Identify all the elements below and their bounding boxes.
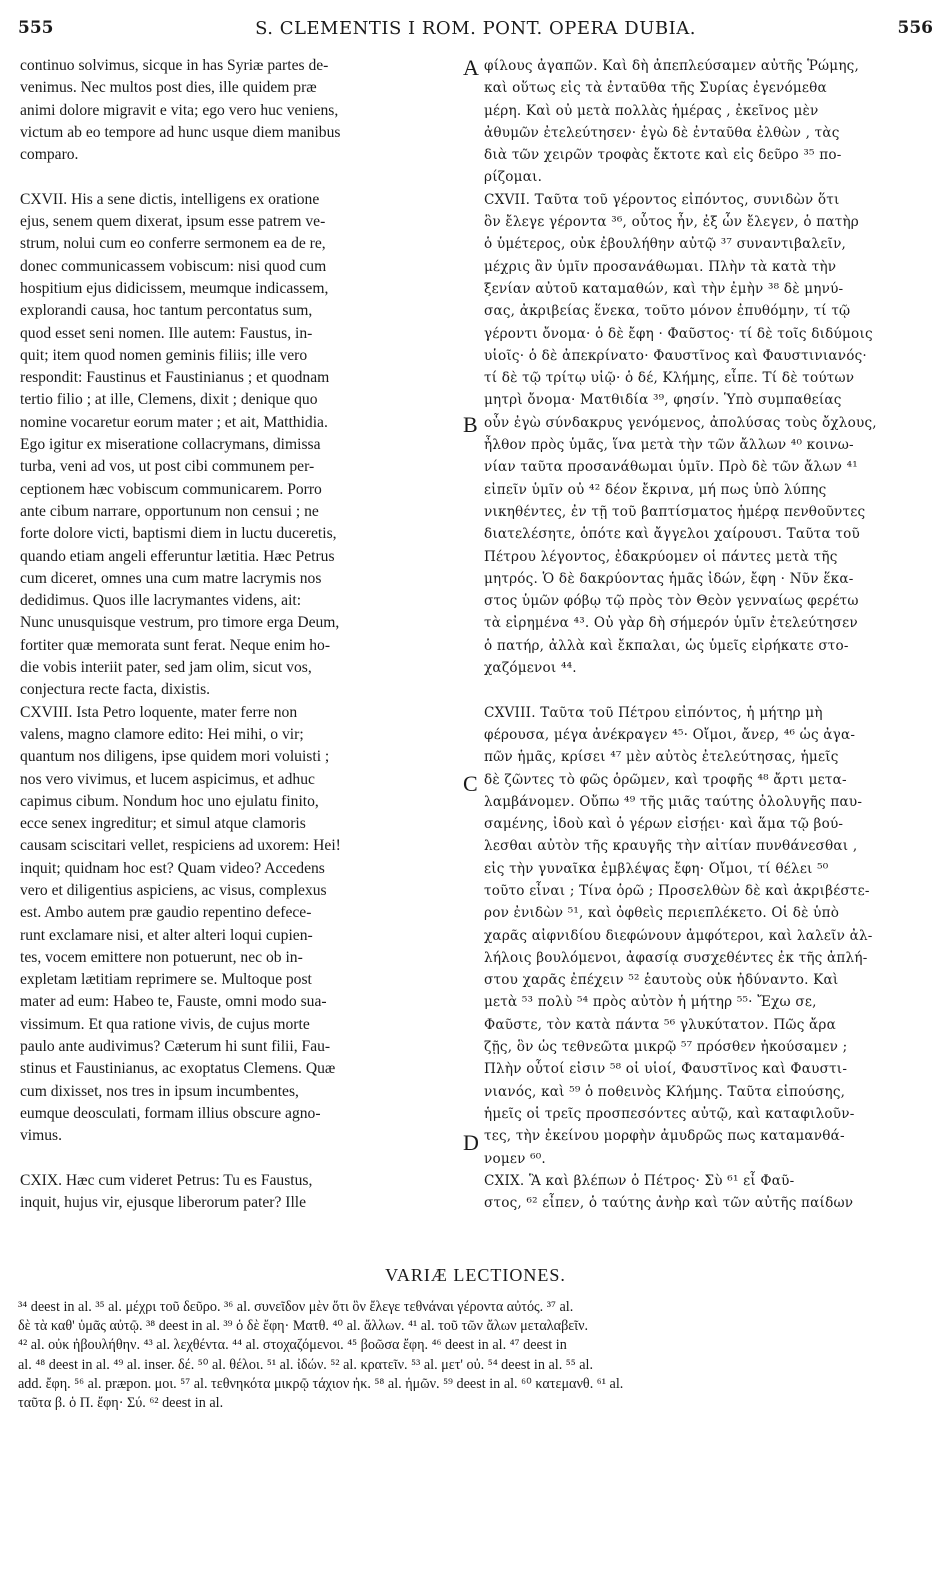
greek-text-line: CXVIII. Ταῦτα τοῦ Πέτρου εἰπόντος, ἡ μήτηρ μὴ xyxy=(484,704,823,721)
greek-text-line: λεσθαι αὐτὸν τῆς κραυγῆς τὴν αἰτίαν πυνθάνεσθαι , xyxy=(484,838,858,855)
greek-text-line: γέροντι ὄνομα· ὁ δὲ ἔφη · Φαῦστος· τί δὲ τοῖς διδύμοις xyxy=(484,325,873,342)
greek-text-line: καὶ οὕτως εἰς τὰ ἐνταῦθα τῆς Συρίας ἐγενόμεθα xyxy=(484,80,827,97)
page-number-right: 556 xyxy=(897,18,933,38)
footnote-line: add. ἔφη. ⁵⁶ al. præpon. μοι. ⁵⁷ al. τεθνηκότα μικρῷ τάχιον ἠκ. ⁵⁸ al. ἡμῶν. ⁵⁹ deest in al. ⁶⁰ κατεμανθ. ⁶¹ al. xyxy=(18,1375,624,1392)
latin-text-line: respondit: Faustinus et Faustinianus ; et quodnam xyxy=(20,369,330,387)
greek-text-line: ἡμεῖς οἱ τρεῖς προσπεσόντες αὐτῷ, καὶ καταφιλοῦν- xyxy=(484,1105,855,1122)
footnote-line: ⁴² al. οὐκ ἠβουλήθην. ⁴³ al. λεχθέντα. ⁴⁴ al. στοχαζόμενοι. ⁴⁵ βοῶσα ἔφη. ⁴⁶ deest in al. ⁴⁷ deest in xyxy=(18,1337,567,1354)
greek-text-line: νιανός, καὶ ⁵⁹ ὁ ποθεινὸς Κλήμης. Ταῦτα εἰπούσης, xyxy=(484,1083,846,1100)
greek-text-line: εἰπεῖν ὑμῖν οὐ ⁴² δέον ἔκρινα, μή πως ὑπὸ λύπης xyxy=(484,481,827,498)
greek-text-line: CXIX. Ἃ καὶ βλέπων ὁ Πέτρος· Σὺ ⁶¹ εἶ Φαῦ- xyxy=(484,1172,795,1189)
greek-text-line: τες, τὴν ἐκείνου μορφὴν ἀμυδρῶς πως καταμανθά- xyxy=(484,1128,845,1145)
latin-text-line: runt exclamare nisi, et alter alteri loqui cupien- xyxy=(20,926,313,944)
latin-text-line: ceptionem hæc vobiscum communicarem. Porro xyxy=(20,480,322,498)
greek-text-line: CXVII. Ταῦτα τοῦ γέροντος εἰπόντος, συνιδὼν ὅτι xyxy=(484,191,840,208)
latin-text-line: vissimum. Et qua ratione vivis, de cujus morte xyxy=(20,1015,310,1033)
greek-text-line: τοῦτο εἶναι ; Τίνα ὁρῶ ; Προσελθὼν δὲ καὶ ἀκριβέστε- xyxy=(484,882,870,899)
latin-text-line: vero et diligentius aspiciens, ac visus, complexus xyxy=(20,881,327,899)
latin-text-line: Ego igitur ex miseratione collacrymans, dimissa xyxy=(20,436,321,454)
greek-text-line: σαμένης, ἰδοὺ καὶ ὁ γέρων εἰσῄει· καὶ ἅμα τῷ βού- xyxy=(484,816,844,833)
greek-text-line: στος, ⁶² εἶπεν, ὁ ταύτης ἀνὴρ καὶ τῶν αὐτῆς παίδων xyxy=(484,1195,854,1212)
latin-text-line: eumque deosculati, formam illius obscure agno- xyxy=(20,1104,321,1122)
greek-text-line: δὲ ζῶντες τὸ φῶς ὁρῶμεν, καὶ τροφῆς ⁴⁸ ἄρτι μετα- xyxy=(484,771,847,788)
footnote-line: ταῦτα β. ὁ Π. ἔφη· Σύ. ⁶² deest in al. xyxy=(18,1395,224,1412)
greek-text-line: τὰ εἰρημένα ⁴³. Οὐ γὰρ δὴ σήμερόν ὑμῖν ἐτελεύτησεν xyxy=(484,615,858,632)
latin-text-line: cum diceret, omnes una cum matre lacrymis nos xyxy=(20,569,322,587)
latin-text-line: paulo ante audivimus? Cæterum hi sunt filii, Fau- xyxy=(20,1038,331,1056)
greek-text-line: μητρὶ ὄνομα· Ματθιδία ³⁹, φησίν. Ὑπὸ συμπαθείας xyxy=(484,392,842,409)
greek-text-line: Πλὴν οὗτοί εἰσιν ⁵⁸ οἱ υἱοί, Φαυστῖνος καὶ Φαυστι- xyxy=(484,1061,848,1078)
greek-text-line: μέχρις ἂν ὑμῖν προσανάθωμαι. Πλὴν τὰ κατὰ τὴν xyxy=(484,258,837,275)
greek-text-line: διατελέσητε, ὁπότε καὶ ἄγγελοι χαίρουσι. Ταῦτα τοῦ xyxy=(484,526,860,543)
variae-lectiones-heading: VARIÆ LECTIONES. xyxy=(385,1265,566,1285)
latin-text-line xyxy=(20,1148,460,1170)
greek-text-line: χαρᾶς αἰφνιδίου διεφώνουν ἀμφότεροι, καὶ λαλεῖν ἀλ- xyxy=(484,927,873,944)
greek-text-line: μητρός. Ὁ δὲ δακρύοντας ἡμᾶς ἰδών, ἔφη · Νῦν ἕκα- xyxy=(484,570,854,587)
latin-text-line: fortiter quæ memorata sunt ferat. Neque enim ho- xyxy=(20,636,331,654)
greek-text-line: μετὰ ⁵³ πολὺ ⁵⁴ πρὸς αὐτὸν ἡ μήτηρ ⁵⁵· Ἔχω σε, xyxy=(484,994,817,1011)
latin-text-line: quod esset seni nomen. Ille autem: Faustus, in- xyxy=(20,324,313,342)
latin-text-line: strum, nolui cum eo conferre sermonem ea de re, xyxy=(20,235,326,253)
latin-text-line: causam sciscitari vellet, respiciens ad uxorem: Hei! xyxy=(20,837,341,855)
latin-text-line: continuo solvimus, sicque in has Syriæ partes de- xyxy=(20,57,329,74)
latin-text-line: ecce senex ingreditur; et simul atque clamoris xyxy=(20,815,306,833)
greek-text-line: ὁ ὑμέτερος, οὐκ ἐβουλήθην αὐτῷ ³⁷ συναντιβαλεῖν, xyxy=(484,236,847,253)
greek-text-line: νίαν ταῦτα προσανάθωμαι ὑμῖν. Πρὸ δὲ τῶν ἄλων ⁴¹ xyxy=(484,459,858,476)
latin-text-line: victum ab eo tempore ad hunc usque diem manibus xyxy=(20,123,341,141)
greek-text-line: Φαῦστε, τὸν κατὰ πάντα ⁵⁶ γλυκύτατον. Πῶς ἄρα xyxy=(484,1016,836,1033)
latin-column xyxy=(20,55,460,1214)
greek-text-line: Πέτρου λέγοντος, ἐδακρύομεν οἱ πάντες μετὰ τῆς xyxy=(484,548,838,565)
greek-text-line: ζῇς, ὃν ὡς τεθνεῶτα μικρῷ ⁵⁷ πρόσθεν ἠκούσαμεν ; xyxy=(484,1039,848,1056)
greek-text-line: φίλους ἀγαπῶν. Καὶ δὴ ἀπεπλεύσαμεν αὐτῆς Ῥώμης, xyxy=(484,58,860,74)
greek-text-line: υἱοῖς· ὁ δὲ ἀπεκρίνατο· Φαυστῖνος καὶ Φαυστινιανός· xyxy=(484,347,867,364)
latin-text-line: CXIX. Hæc cum videret Petrus: Tu es Faustus, xyxy=(20,1171,313,1189)
latin-text-line: ante cibum narrare, opportunum non censui ; ne xyxy=(20,502,319,520)
greek-text-line: ρον ἐνιδὼν ⁵¹, καὶ ὀφθεὶς περιεπλέκετο. Οἱ δὲ ὑπὸ xyxy=(484,905,840,922)
margin-marker-b: B xyxy=(463,412,478,437)
latin-text-line: animi dolore migravit e vita; ego vero huc veniens, xyxy=(20,101,339,119)
latin-text-line: turba, veni ad vos, ut post cibi communem per- xyxy=(20,458,315,476)
latin-text-line: ejus, senem quem dixerat, ipsum esse patrem ve- xyxy=(20,213,326,231)
footnotes xyxy=(18,1298,933,1413)
latin-text-line: venimus. Nec multos post dies, ille quidem præ xyxy=(20,79,317,97)
page-header xyxy=(18,18,933,48)
greek-text-line: νομεν ⁶⁰. xyxy=(484,1150,546,1167)
greek-text-line: στου χαρᾶς ἐπέχειν ⁵² ἑαυτοὺς οὐκ ἠδύναντο. Καὶ xyxy=(484,972,839,989)
greek-column xyxy=(484,55,934,1214)
greek-text-line: διὰ τῶν χειρῶν τροφὰς ἔκτοτε καὶ εἰς δεῦρο ³⁵ πο- xyxy=(484,147,842,164)
greek-text-line: μέρη. Καὶ οὐ μετὰ πολλὰς ἡμέρας , ἐκεῖνος μὲν xyxy=(484,102,819,119)
latin-text-line: nomine vocaretur eorum mater ; et ait, Matthidia. xyxy=(20,413,328,431)
latin-text-line: quando etiam angeli efferuntur lætitia. Hæc Petrus xyxy=(20,547,335,565)
footnote-line: al. ⁴⁸ deest in al. ⁴⁹ al. inser. δέ. ⁵⁰ al. θέλοι. ⁵¹ al. ἰδών. ⁵² al. κρατεῖν. ⁵³ al. μετ' οὐ. ⁵⁴ deest in al. ⁵⁵ al. xyxy=(18,1356,594,1373)
latin-text-line: quantum nos diligens, ipse quidem mori voluisti ; xyxy=(20,748,330,766)
latin-text-line: tertio filio ; at ille, Clemens, dixit ; denique quo xyxy=(20,391,318,409)
greek-text-line: ἦλθον πρὸς ὑμᾶς, ἵνα μετὰ τὴν τῶν ἄλλων ⁴⁰ κοινω- xyxy=(484,437,854,454)
latin-text-line: cum dixisset, nos tres in ipsum incumbentes, xyxy=(20,1082,299,1100)
latin-text-line: dedidimus. Quos ille lacrymantes videns, ait: xyxy=(20,592,302,610)
greek-text-line: εἰς τὴν γυναῖκα ἐμβλέψας ἔφη· Οἴμοι, τί θέλει ⁵⁰ xyxy=(484,860,829,877)
latin-text-line: CXVIII. Ista Petro loquente, mater ferre non xyxy=(20,703,298,721)
greek-text-line: οὖν ἐγὼ σύνδακρυς γενόμενος, ἀπολύσας τοὺς ὄχλους, xyxy=(484,414,877,431)
greek-text-line: στος ὑμῶν φόβῳ τῷ πρὸς τὸν Θεὸν γενναίως φερέτω xyxy=(484,593,859,610)
latin-text-line: inquit, hujus vir, ejusque liberorum pater? Ille xyxy=(20,1194,307,1212)
latin-text-line: tes, vocem emittere non potuerunt, nec ob in- xyxy=(20,948,303,966)
latin-text-line: comparo. xyxy=(20,146,79,164)
latin-text-line: quit; item quod nomen geminis filiis; ille vero xyxy=(20,346,308,364)
greek-text-line xyxy=(484,679,934,701)
greek-text-line: νικηθέντες, ἐν τῇ τοῦ βαπτίσματος ἡμέρᾳ πενθοῦντες xyxy=(484,503,866,520)
greek-text-line: χαζόμενοι ⁴⁴. xyxy=(484,660,577,677)
latin-text-line: forte dolore victi, baptismi diem in luctu duceretis, xyxy=(20,525,337,543)
running-title: S. CLEMENTIS I ROM. PONT. OPERA DUBIA. xyxy=(255,18,696,39)
latin-text-line: capimus cibum. Nondum hoc uno ejulatu finito, xyxy=(20,792,319,810)
latin-text-line: mater ad eum: Habeo te, Fauste, omni modo sua- xyxy=(20,993,327,1011)
greek-text-line: σας, ἀκριβείας ἕνεκα, τοῦτο μόνον ἐπυθόμην, τί τῷ xyxy=(484,303,851,320)
greek-text-line: τί δὲ τῷ τρίτῳ υἱῷ· ὁ δέ, Κλήμης, εἶπε. Τί δὲ τούτων xyxy=(484,370,855,387)
latin-text-line: conjectura recte facta, dixistis. xyxy=(20,681,211,699)
greek-text-line: λήλοις βουλόμενοι, ἀφασίᾳ συσχεθέντες ἐκ τῆς ἀπλή- xyxy=(484,949,868,966)
latin-text-line: inquit; quidnam hoc est? Quam video? Accedens xyxy=(20,859,325,877)
margin-marker-c: C xyxy=(463,771,478,796)
latin-text-line: stinus et Faustinianus, ac exoptatus Clemens. Quæ xyxy=(20,1060,336,1078)
footnote-line: ³⁴ deest in al. ³⁵ al. μέχρι τοῦ δεῦρο. ³⁶ al. συνεῖδον μὲν ὅτι ὃν ἔλεγε τεθνάναι γέροντα αὐτός. ³⁷ al. xyxy=(18,1299,574,1315)
page-number-left: 555 xyxy=(18,18,54,38)
margin-marker-a: A xyxy=(463,55,479,80)
latin-text-line: vimus. xyxy=(20,1127,63,1145)
latin-text-line: donec communicassem vobiscum: nisi quod cum xyxy=(20,257,327,275)
greek-text-line: ἀθυμῶν ἐτελεύτησεν· ἐγὼ δὲ ἐνταῦθα ἐλθὼν , τὰς xyxy=(484,124,840,141)
latin-text-line: nos vero vivimus, et lucem aspicimus, et adhuc xyxy=(20,770,315,788)
latin-text-line: explorandi causa, hoc tantum percontatus sum, xyxy=(20,302,313,320)
latin-text-line: Nunc unusquisque vestrum, pro timore erga Deum, xyxy=(20,614,340,632)
latin-text-line: CXVII. His a sene dictis, intelligens ex oratione xyxy=(20,190,320,208)
latin-text-line: valens, magno clamore edito: Hei mihi, o vir; xyxy=(20,725,304,743)
greek-text-line: φέρουσα, μέγα ἀνέκραγεν ⁴⁵· Οἴμοι, ἄνερ, ⁴⁶ ὡς ἀγα- xyxy=(484,726,856,743)
margin-marker-d: D xyxy=(463,1130,479,1155)
greek-text-line: ξενίαν αὐτοῦ καταμαθών, καὶ τὴν ἐμὴν ³⁸ δὲ μηνύ- xyxy=(484,280,844,297)
greek-text-line: ρίζομαι. xyxy=(484,169,543,186)
greek-text-line: πῶν ἡμᾶς, κρίσει ⁴⁷ μὲν αὐτὸς ἐτελεύτησας, ἡμεῖς xyxy=(484,749,839,766)
greek-text-line: λαμβάνομεν. Οὔπω ⁴⁹ τῆς μιᾶς ταύτης ὀλολυγῆς παυ- xyxy=(484,793,863,810)
latin-text-line: die vobis interiit pater, sed jam olim, sicut vos, xyxy=(20,659,312,677)
latin-text-line xyxy=(20,166,460,188)
latin-text-line: est. Ambo autem præ gaudio repentino defece- xyxy=(20,904,312,922)
latin-text-line: hospitium ejus didicissem, meumque indicassem, xyxy=(20,279,329,297)
greek-text-line: ὃν ἔλεγε γέροντα ³⁶, οὗτος ἦν, ἐξ ὧν ἔλεγεν, ὁ πατὴρ xyxy=(484,214,859,231)
footnote-line: δὲ τὰ καθ' ὑμᾶς αὐτῷ. ³⁸ deest in al. ³⁹ ὁ δὲ ἔφη· Ματθ. ⁴⁰ al. ἄλλων. ⁴¹ al. τοῦ τῶν ἄλων μεταλαβεῖν. xyxy=(18,1318,589,1335)
latin-text-line: expletam lætitiam reprimere se. Multoque post xyxy=(20,971,312,989)
greek-text-line: ὁ πατήρ, ἀλλὰ καὶ ἔκπαλαι, ὡς ὑμεῖς εἰρήκατε στο- xyxy=(484,637,849,654)
